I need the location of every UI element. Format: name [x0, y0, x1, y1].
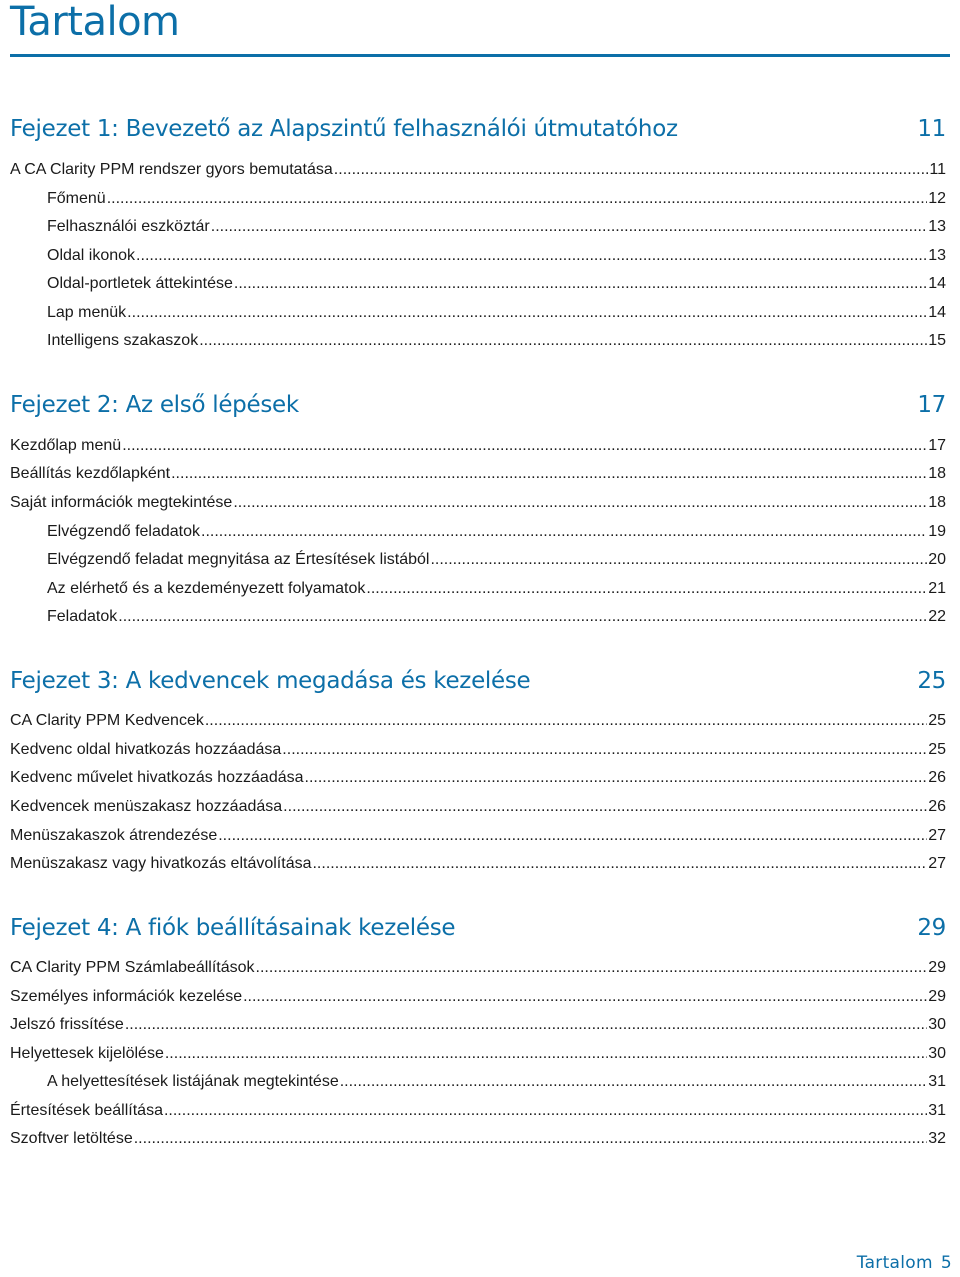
dot-leader — [118, 606, 927, 628]
toc-entry-page: 31 — [928, 1102, 946, 1119]
chapter-page-number: 17 — [917, 392, 946, 418]
toc-entry-page: 31 — [928, 1073, 946, 1090]
toc-entry-page: 25 — [928, 712, 946, 729]
footer-page-number: 5 — [940, 1253, 952, 1273]
toc-entry[interactable] — [47, 549, 946, 571]
dot-leader — [205, 710, 927, 732]
chapter-title: Fejezet 4: A fiók beállításainak kezelése — [10, 915, 456, 941]
toc-entry-page: 30 — [928, 1045, 946, 1062]
toc-entry-page: 27 — [928, 827, 946, 844]
toc-entry-text: Jelszó frissítése — [10, 1016, 124, 1033]
toc-entry-text: Menüszakaszok átrendezése — [10, 827, 218, 844]
chapter-page-number: 29 — [917, 915, 946, 941]
dot-leader — [201, 521, 927, 543]
dot-leader — [107, 188, 928, 210]
chapter-heading-1[interactable] — [10, 112, 946, 146]
title-divider — [10, 54, 950, 57]
chapter-heading-2[interactable] — [10, 388, 946, 422]
toc-entry-page: 26 — [928, 769, 946, 786]
toc-entry-text: Elvégzendő feladat megnyitása az Értesítések listából — [47, 551, 430, 568]
toc-entry-text: Oldal ikonok — [47, 247, 136, 264]
toc-entry-text: Helyettesek kijelölése — [10, 1045, 164, 1062]
dot-leader — [171, 463, 927, 485]
toc-entry[interactable] — [47, 302, 946, 324]
toc-entry-text: Kedvenc művelet hivatkozás hozzáadása — [10, 769, 304, 786]
toc-entry-page: 19 — [928, 523, 946, 540]
dot-leader — [125, 1014, 927, 1036]
toc-entry-page: 20 — [928, 551, 946, 568]
toc-entry-text: Elvégzendő feladatok — [47, 523, 200, 540]
toc-entry-page: 17 — [928, 437, 946, 454]
toc-entry-page: 30 — [928, 1016, 946, 1033]
toc-entry-page: 22 — [928, 608, 946, 625]
chapter-heading-3[interactable] — [10, 664, 946, 698]
dot-leader — [234, 273, 927, 295]
dot-leader — [233, 492, 927, 514]
toc-entry-page: 12 — [928, 190, 946, 207]
toc-entry[interactable] — [10, 1043, 946, 1065]
toc-entry[interactable] — [47, 216, 946, 238]
toc-entry-text: Kedvenc oldal hivatkozás hozzáadása — [10, 741, 282, 758]
chapter-title: Fejezet 3: A kedvencek megadása és kezelése — [10, 668, 531, 694]
toc-entry-text: A helyettesítések listájának megtekintése — [47, 1073, 339, 1090]
dot-leader — [430, 549, 927, 571]
toc-entry-text: Az elérhető és a kezdeményezett folyamatok — [47, 580, 366, 597]
toc-entry[interactable] — [47, 330, 946, 352]
dot-leader — [340, 1071, 927, 1093]
toc-entry-page: 29 — [928, 988, 946, 1005]
toc-entry[interactable] — [10, 767, 946, 789]
toc-entry-text: Szoftver letöltése — [10, 1130, 133, 1147]
chapter-title: Fejezet 2: Az első lépések — [10, 392, 299, 418]
dot-leader — [305, 767, 928, 789]
toc-entry[interactable] — [10, 1014, 946, 1036]
toc-entry[interactable] — [47, 1071, 946, 1093]
toc-entry-page: 13 — [928, 218, 946, 235]
toc-entry-text: Felhasználói eszköztár — [47, 218, 210, 235]
dot-leader — [312, 853, 927, 875]
toc-entry-page: 32 — [928, 1130, 946, 1147]
toc-entry-text: Oldal-portletek áttekintése — [47, 275, 233, 292]
toc-entry[interactable] — [47, 273, 946, 295]
dot-leader — [334, 159, 929, 181]
toc-entry-page: 25 — [928, 741, 946, 758]
dot-leader — [122, 435, 927, 457]
toc-entry[interactable] — [10, 739, 946, 761]
toc-entry-text: Kezdőlap menü — [10, 437, 122, 454]
dot-leader — [256, 957, 928, 979]
toc-entry[interactable] — [47, 521, 946, 543]
dot-leader — [282, 739, 927, 761]
toc-entry-page: 18 — [928, 465, 946, 482]
toc-entry-page: 27 — [928, 855, 946, 872]
toc-entry[interactable] — [10, 1128, 946, 1150]
toc-entry[interactable] — [10, 957, 946, 979]
chapter-title: Fejezet 1: Bevezető az Alapszintű felhasználói útmutatóhoz — [10, 116, 678, 142]
toc-entry[interactable] — [10, 463, 946, 485]
page-footer — [857, 1253, 952, 1273]
toc-entry[interactable] — [10, 853, 946, 875]
toc-entry-page: 14 — [928, 304, 946, 321]
dot-leader — [218, 825, 927, 847]
toc-entry[interactable] — [10, 1100, 946, 1122]
chapter-page-number: 11 — [917, 116, 946, 142]
toc-entry[interactable] — [47, 606, 946, 628]
toc-entry[interactable] — [10, 796, 946, 818]
toc-entry-text: Személyes információk kezelése — [10, 988, 243, 1005]
toc-entry-page: 26 — [928, 798, 946, 815]
toc-entry[interactable] — [47, 188, 946, 210]
toc-entry[interactable] — [10, 986, 946, 1008]
toc-entry-text: CA Clarity PPM Kedvencek — [10, 712, 204, 729]
toc-entry-page: 15 — [928, 332, 946, 349]
dot-leader — [134, 1128, 927, 1150]
toc-entry-text: Feladatok — [47, 608, 118, 625]
dot-leader — [199, 330, 927, 352]
toc-entry-text: Értesítések beállítása — [10, 1102, 163, 1119]
toc-entry-page: 21 — [928, 580, 946, 597]
dot-leader — [164, 1100, 927, 1122]
footer-label: Tartalom — [856, 1253, 933, 1273]
dot-leader — [127, 302, 927, 324]
dot-leader — [165, 1043, 927, 1065]
toc-entry-page: 29 — [928, 959, 946, 976]
toc-entry[interactable] — [47, 578, 946, 600]
toc-entry-text: A CA Clarity PPM rendszer gyors bemutatása — [10, 161, 333, 178]
toc-entry-page: 14 — [928, 275, 946, 292]
toc-entry-page: 18 — [928, 494, 946, 511]
dot-leader — [136, 245, 927, 267]
dot-leader — [243, 986, 927, 1008]
toc-entry-text: Intelligens szakaszok — [47, 332, 199, 349]
toc-entry[interactable] — [10, 492, 946, 514]
toc-entry-text: Főmenü — [47, 190, 106, 207]
chapter-page-number: 25 — [917, 668, 946, 694]
toc-entry[interactable] — [10, 825, 946, 847]
toc-entry[interactable] — [10, 435, 946, 457]
toc-entry[interactable] — [47, 245, 946, 267]
toc-entry-page: 11 — [929, 161, 946, 178]
toc-entry-text: Kedvencek menüszakasz hozzáadása — [10, 798, 283, 815]
toc-entry-text: CA Clarity PPM Számlabeállítások — [10, 959, 255, 976]
toc-entry-text: Beállítás kezdőlapként — [10, 465, 171, 482]
dot-leader — [211, 216, 927, 238]
toc-entry-page: 13 — [928, 247, 946, 264]
toc-entry-text: Saját információk megtekintése — [10, 494, 233, 511]
dot-leader — [366, 578, 927, 600]
toc-entry-text: Lap menük — [47, 304, 127, 321]
chapter-heading-4[interactable] — [10, 911, 946, 945]
toc-entry[interactable] — [10, 710, 946, 732]
toc-entry[interactable] — [10, 159, 946, 181]
page-title: Tartalom — [10, 0, 180, 45]
toc-entry-text: Menüszakasz vagy hivatkozás eltávolítása — [10, 855, 312, 872]
dot-leader — [283, 796, 927, 818]
